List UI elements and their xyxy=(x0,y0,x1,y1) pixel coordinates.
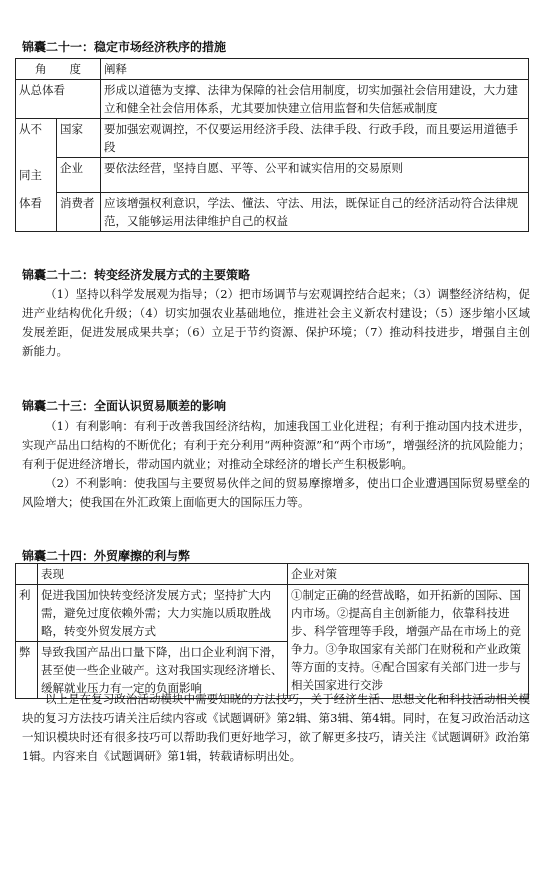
section-24-title: 锦囊二十四：外贸摩擦的利与弊 xyxy=(22,549,191,563)
col-show-header: 表现 xyxy=(38,564,288,585)
group-label-1: 从不 xyxy=(16,119,57,158)
measures-text: ①制定正确的经营战略，如开拓新的国际、国内市场。②提高自主创新能力，依靠科技进步、科学管理等手段，增强产品在市场上的竞争力。③争取国家有关部门在财税和产业政策等方面的支持。④配合国家有关部门进一步与相关国家进行交涉 xyxy=(288,585,529,699)
group-label-2: 同主 xyxy=(16,158,57,193)
footer-paragraph: 以上是在复习政治活动模块中需要知晓的方法技巧，关于经济生活、思想文化和科技活动相关模块的复习方法技巧请关注后续内容或《试题调研》第2辑、第3辑、第4辑。同时，在复习政治活动这一知识模块时还有很多技巧可以帮助我们更好地学习，欲了解更多技巧，请关注《试题调研》政治第1辑。内容来自《试题调研》第1辑，转载请标明出处。 xyxy=(22,692,530,763)
row-bi-label: 弊 xyxy=(16,642,38,699)
row-enterprise-text: 要依法经营，坚持自愿、平等、公平和诚实信用的交易原则 xyxy=(101,158,529,193)
row-state-text: 要加强宏观调控，不仅要运用经济手段、法律手段、行政手段，而且要运用道德手段 xyxy=(101,119,529,158)
row-li-text: 促进我国加快转变经济发展方式；坚持扩大内需，避免过度依赖外需；大力实施以质取胜战略，转变外贸发展方式 xyxy=(38,585,288,642)
section-22-paragraph: （1）坚持以科学发展观为指导；（2）把市场调节与宏观调控结合起来；（3）调整经济结构，促进产业结构优化升级；（4）切实加强农业基础地位，推进社会主义新农村建设；（5）逐步缩小区域发展差距，促进发展成果共享；（6）立足于节约资源、保护环境；（7）推动科技进步，增强自主创新能力。 xyxy=(22,287,530,358)
col-angle-header: 角 度 xyxy=(16,59,101,80)
row-bi-text: 导致我国产品出口量下降，出口企业利润下滑，甚至使一些企业破产。这对我国实现经济增长、缓解就业压力有一定的负面影响 xyxy=(38,642,288,699)
section-23-body xyxy=(22,417,530,512)
row-enterprise-label: 企业 xyxy=(57,158,101,193)
section-23-title: 锦囊二十三：全面认识贸易顺差的影响 xyxy=(22,399,227,413)
row-state-label: 国家 xyxy=(57,119,101,158)
row-consumer-label: 消费者 xyxy=(57,193,101,232)
footer-body xyxy=(22,690,530,766)
group-label-3: 体看 xyxy=(16,193,57,232)
section-22-body xyxy=(22,285,530,361)
section-22-title: 锦囊二十二：转变经济发展方式的主要策略 xyxy=(22,268,251,282)
section-23-paragraph-1: （1）有利影响：有利于改善我国经济结构，加速我国工业化进程；有利于推动国内技术进步，实现产品出口结构的不断优化；有利于充分利用“两种资源”和“两个市场”，增强经济的抗风险能力；有利于促进经济增长，带动国内就业；对推动全球经济的增长产生积极影响。 xyxy=(22,419,530,471)
row-overall-text: 形成以道德为支撑、法律为保障的社会信用制度，切实加强社会信用建设，大力建立和健全社会信用体系，尤其要加快建立信用监督和失信惩戒制度 xyxy=(101,80,529,119)
row-li-label: 利 xyxy=(16,585,38,642)
section-21-table xyxy=(15,58,529,232)
section-24-table xyxy=(15,563,529,699)
col-desc-header: 阐释 xyxy=(101,59,529,80)
col-measure-header: 企业对策 xyxy=(288,564,529,585)
row-consumer-text: 应该增强权利意识，学法、懂法、守法、用法，既保证自己的经济活动符合法律规范，又能够运用法律维护自己的权益 xyxy=(101,193,529,232)
section-23-paragraph-2: （2）不利影响：使我国与主要贸易伙伴之间的贸易摩擦增多，使出口企业遭遇国际贸易壁垒的风险增大；使我国在外汇政策上面临更大的国际压力等。 xyxy=(22,476,530,509)
section-21-title: 锦囊二十一：稳定市场经济秩序的措施 xyxy=(22,40,227,54)
row-overall-label: 从总体看 xyxy=(16,80,101,119)
